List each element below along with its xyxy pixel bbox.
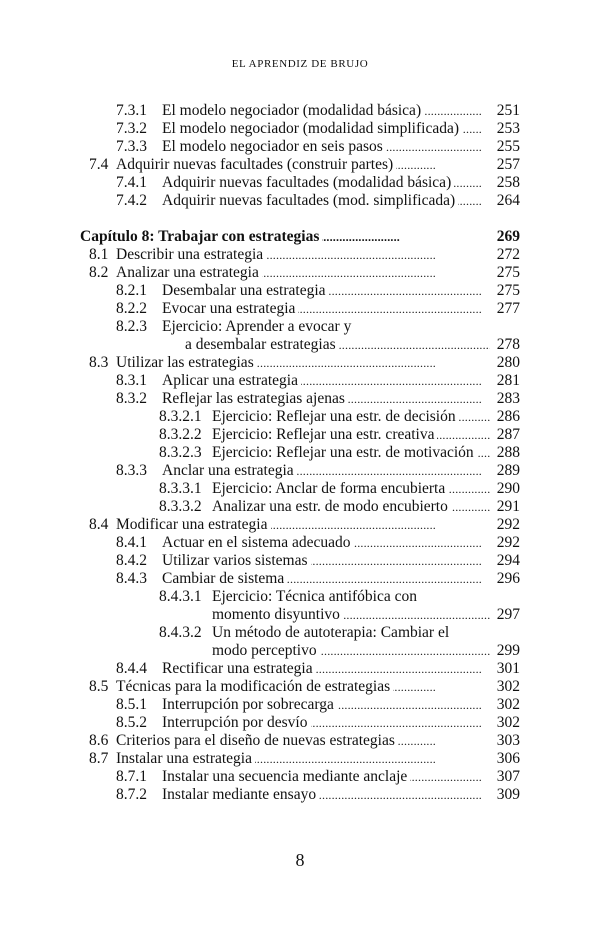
section-title	[80, 228, 490, 246]
page-ref: 299	[496, 642, 520, 659]
page-ref: 292	[496, 516, 520, 533]
page-ref: 275	[496, 282, 520, 299]
section-title-text: Modificar una estrategia	[116, 516, 271, 533]
section-number: 8.2	[89, 264, 109, 281]
toc-entry	[0, 192, 600, 210]
toc-entry	[0, 624, 600, 642]
page-ref: 303	[496, 732, 520, 749]
page-ref: 253	[496, 120, 520, 137]
page-ref: 291	[496, 498, 520, 515]
toc-entry	[0, 318, 600, 336]
section-title	[116, 264, 490, 282]
section-title-text: Instalar una secuencia mediante anclaje	[162, 768, 410, 785]
page-ref: 289	[496, 462, 520, 479]
page-ref: 307	[496, 768, 520, 785]
section-number: 8.7.1	[116, 768, 147, 785]
section-title-text: Interrupción por sobrecarga	[162, 696, 337, 713]
section-title	[116, 516, 490, 534]
page-ref: 290	[496, 480, 520, 497]
section-title-text: El modelo negociador en seis pasos	[162, 138, 386, 155]
toc-entry	[0, 714, 600, 732]
toc-entry	[0, 570, 600, 588]
page-ref: 277	[496, 300, 520, 317]
section-number: 8.6	[89, 732, 109, 749]
section-number: 8.4.3	[116, 570, 147, 587]
section-number: 7.3.1	[116, 102, 147, 119]
toc-entry	[0, 786, 600, 804]
toc-entry	[0, 426, 600, 444]
page-ref: 278	[496, 336, 520, 353]
toc-entry	[0, 120, 600, 138]
toc-entry	[0, 768, 600, 786]
section-number: 8.3.3.1	[159, 480, 202, 497]
section-title	[162, 660, 490, 678]
section-number: 8.5	[89, 678, 109, 695]
section-number: 7.4	[89, 156, 109, 173]
toc-entry	[0, 498, 600, 516]
section-title	[162, 318, 354, 336]
toc-entry	[0, 462, 600, 480]
section-title-text: Ejercicio: Reflejar una estr. de decisión	[212, 408, 459, 425]
section-title	[162, 120, 490, 138]
page-ref: 280	[496, 354, 520, 371]
section-number: 8.7	[89, 750, 109, 767]
chapter-heading-row	[0, 228, 600, 246]
section-title-text: Analizar una estr. de modo encubierto	[212, 498, 451, 515]
toc-entry	[0, 372, 600, 390]
toc-entry	[0, 300, 600, 318]
toc-entry	[0, 408, 600, 426]
section-title	[162, 768, 490, 786]
page-ref: 287	[496, 426, 520, 443]
section-number: 8.4	[89, 516, 109, 533]
section-title-text: Ejercicio: Técnica antifóbica con	[212, 588, 420, 605]
section-title	[212, 480, 490, 498]
section-number: 8.7.2	[116, 786, 147, 803]
section-title	[162, 138, 490, 156]
section-number: 8.3.3.2	[159, 498, 202, 515]
toc-entry	[0, 480, 600, 498]
section-title-text: momento disyuntivo	[212, 606, 343, 623]
toc-entry	[0, 750, 600, 768]
section-number: 8.3	[89, 354, 109, 371]
section-number: 8.4.3.2	[159, 624, 202, 641]
section-title-text: Ejercicio: Anclar de forma encubierta	[212, 480, 448, 497]
section-title-text: Instalar una estrategia	[116, 750, 255, 767]
section-title	[212, 624, 452, 642]
toc-entry	[0, 660, 600, 678]
section-number: 8.5.2	[116, 714, 147, 731]
running-header: EL APRENDIZ DE BRUJO	[231, 58, 369, 70]
page-number: 8	[295, 850, 305, 870]
section-title-text: Instalar mediante ensayo	[162, 786, 319, 803]
section-number: 8.2.2	[116, 300, 147, 317]
section-title	[162, 570, 490, 588]
page-ref: 286	[496, 408, 520, 425]
toc-entry	[0, 138, 600, 156]
section-number: 8.4.4	[116, 660, 147, 677]
page-ref: 306	[496, 750, 520, 767]
page-ref: 297	[496, 606, 520, 623]
section-number: 8.2.1	[116, 282, 147, 299]
toc-entry	[0, 354, 600, 372]
section-title-text: Reflejar las estrategias ajenas	[162, 390, 348, 407]
section-title	[212, 444, 490, 462]
section-title	[212, 606, 490, 624]
section-title-text: Criterios para el diseño de nuevas estrategias	[116, 732, 398, 749]
section-title	[212, 588, 420, 606]
section-title	[162, 102, 490, 120]
section-number: 8.3.2	[116, 390, 147, 407]
page-ref: 296	[496, 570, 520, 587]
section-title-text: Adquirir nuevas facultades (modalidad básica)	[162, 174, 454, 191]
section-number: 8.3.3	[116, 462, 147, 479]
section-title-text: Ejercicio: Aprender a evocar y	[162, 318, 354, 335]
toc-entry	[0, 606, 600, 624]
section-title	[116, 732, 490, 750]
section-title-text: Rectificar una estrategia	[162, 660, 316, 677]
section-title-text: Anclar una estrategia	[162, 462, 297, 479]
toc-entry	[0, 642, 600, 660]
section-title	[162, 300, 490, 318]
toc-entry	[0, 588, 600, 606]
section-title-text: Técnicas para la modificación de estrategias	[116, 678, 393, 695]
section-number: 7.4.1	[116, 174, 147, 191]
section-title	[212, 498, 490, 516]
page-ref: 258	[496, 174, 520, 191]
section-title-text: Un método de autoterapia: Cambiar el	[212, 624, 452, 641]
page-ref: 281	[496, 372, 520, 389]
page-ref: 309	[496, 786, 520, 803]
toc-entry	[0, 732, 600, 750]
toc-entry	[0, 246, 600, 264]
section-number: 8.4.1	[116, 534, 147, 551]
section-title-text: Aplicar una estrategia	[162, 372, 301, 389]
section-title-text: Adquirir nuevas facultades (mod. simplificada)	[162, 192, 458, 209]
section-number: 8.5.1	[116, 696, 147, 713]
page-ref: 257	[496, 156, 520, 173]
section-title-text: Cambiar de sistema	[162, 570, 287, 587]
page-ref: 272	[496, 246, 520, 263]
page-ref: 283	[496, 390, 520, 407]
section-number: 7.3.3	[116, 138, 147, 155]
section-title-text: Utilizar varios sistemas	[162, 552, 311, 569]
section-title-text: Actuar en el sistema adecuado	[162, 534, 354, 551]
page-ref: 302	[496, 678, 520, 695]
page-ref: 255	[496, 138, 520, 155]
page-ref: 275	[496, 264, 520, 281]
section-number: 8.4.2	[116, 552, 147, 569]
section-number: 7.4.2	[116, 192, 147, 209]
section-title-text: Describir una estrategia	[116, 246, 266, 263]
toc-entry	[0, 390, 600, 408]
section-title	[162, 714, 490, 732]
toc-entry	[0, 282, 600, 300]
section-title	[212, 642, 490, 660]
section-title	[212, 408, 490, 426]
section-number: 8.2.3	[116, 318, 147, 335]
page-ref: 269	[496, 228, 520, 245]
section-title	[162, 372, 490, 390]
section-number: 8.3.2.1	[159, 408, 202, 425]
toc-entry	[0, 102, 600, 120]
section-title-text: El modelo negociador (modalidad simplificada)	[162, 120, 462, 137]
toc-entry	[0, 444, 600, 462]
section-title-text: Interrupción por desvío	[162, 714, 311, 731]
section-title-text: a desembalar estrategias	[185, 336, 339, 353]
section-title	[162, 390, 490, 408]
section-number: 8.3.2.2	[159, 426, 202, 443]
section-number: 8.3.2.3	[159, 444, 202, 461]
toc-entry	[0, 552, 600, 570]
page-ref: 302	[496, 714, 520, 731]
section-title	[162, 462, 490, 480]
section-number: 8.3.1	[116, 372, 147, 389]
page-ref: 302	[496, 696, 520, 713]
toc-entry	[0, 678, 600, 696]
section-title-text: Desembalar una estrategia	[162, 282, 329, 299]
toc-entry	[0, 174, 600, 192]
section-number: 8.4.3.1	[159, 588, 202, 605]
section-title	[162, 282, 490, 300]
section-title-text: Analizar una estrategia	[116, 264, 262, 281]
page-ref: 292	[496, 534, 520, 551]
section-title-text: Adquirir nuevas facultades (construir partes)	[116, 156, 396, 173]
section-title	[116, 678, 490, 696]
section-title	[185, 336, 490, 354]
toc-entry	[0, 696, 600, 714]
section-title	[116, 750, 490, 768]
section-title	[162, 552, 490, 570]
section-number: 7.3.2	[116, 120, 147, 137]
toc-entry	[0, 336, 600, 354]
section-title-text: modo perceptivo	[212, 642, 320, 659]
section-title-text: Ejercicio: Reflejar una estr. de motivación	[212, 444, 477, 461]
toc-entry	[0, 534, 600, 552]
section-title	[162, 174, 490, 192]
page-ref: 264	[496, 192, 520, 209]
section-title	[212, 426, 490, 444]
page-ref: 251	[496, 102, 520, 119]
page-ref: 288	[496, 444, 520, 461]
toc-entry	[0, 156, 600, 174]
section-title	[162, 192, 490, 210]
section-title-text: Evocar una estrategia	[162, 300, 298, 317]
section-title	[162, 786, 490, 804]
page-ref: 294	[496, 552, 520, 569]
section-number: 8.1	[89, 246, 109, 263]
section-title	[162, 696, 490, 714]
section-title-text: El modelo negociador (modalidad básica)	[162, 102, 424, 119]
section-title	[116, 246, 490, 264]
section-title	[162, 534, 490, 552]
page-ref: 301	[496, 660, 520, 677]
toc-entry	[0, 264, 600, 282]
section-title	[116, 156, 490, 174]
section-title-text: Utilizar las estrategias	[116, 354, 257, 371]
section-title	[116, 354, 490, 372]
section-title-text: Ejercicio: Reflejar una estr. creativa	[212, 426, 437, 443]
section-title-text: Capítulo 8: Trabajar con estrategias	[80, 228, 322, 245]
toc-entry	[0, 516, 600, 534]
